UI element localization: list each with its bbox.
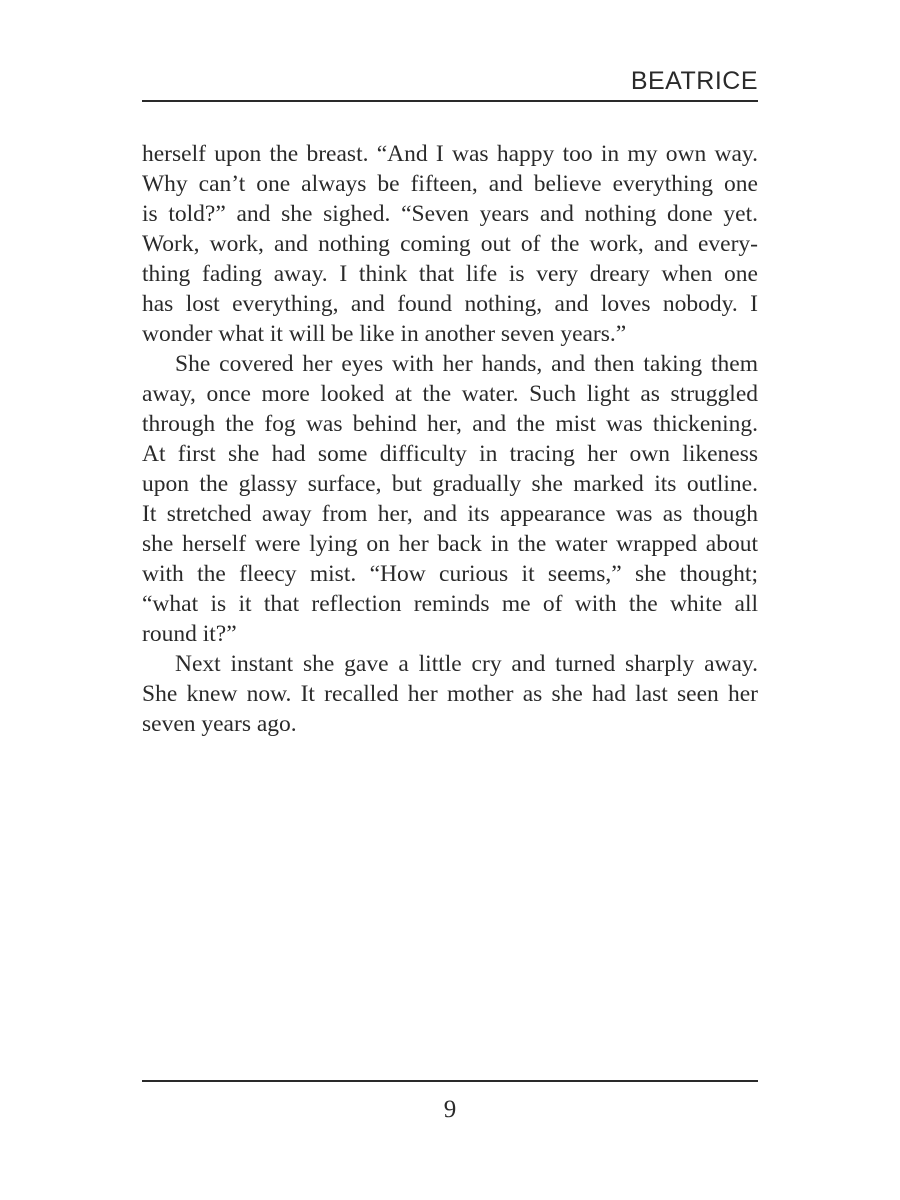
- text-line: Next instant she gave a little cry and turned sharply away.: [175, 651, 758, 677]
- footer-rule: [142, 1080, 758, 1082]
- text-line: has lost everything, and found nothing, and loves nobody. I: [142, 291, 758, 317]
- running-head-title: BEATRICE: [630, 67, 758, 95]
- header-rule: [142, 100, 758, 102]
- text-line: She knew now. It recalled her mother as she had last seen her: [142, 681, 758, 707]
- text-line: with the fleecy mist. “How curious it seems,” she thought;: [142, 561, 758, 587]
- text-line: away, once more looked at the water. Such light as struggled: [142, 381, 758, 407]
- text-line: Work, work, and nothing coming out of the work, and every-: [142, 231, 758, 257]
- text-line: “what is it that reflection reminds me of with the white all: [142, 591, 758, 617]
- text-line: At first she had some difficulty in tracing her own likeness: [142, 441, 758, 467]
- page-number: 9: [443, 1096, 457, 1123]
- text-line: thing fading away. I think that life is very dreary when one: [142, 261, 758, 287]
- text-line: is told?” and she sighed. “Seven years and nothing done yet.: [142, 201, 758, 227]
- text-line: through the fog was behind her, and the mist was thickening.: [142, 411, 758, 437]
- text-line: upon the glassy surface, but gradually she marked its outline.: [142, 471, 758, 497]
- paragraph-1: [142, 139, 758, 349]
- paragraph-2: [142, 349, 758, 649]
- text-line: seven years ago.: [142, 711, 297, 737]
- text-line: wonder what it will be like in another seven years.”: [142, 321, 627, 347]
- text-line: she herself were lying on her back in the water wrapped about: [142, 531, 758, 557]
- text-line: round it?”: [142, 621, 237, 647]
- text-line: herself upon the breast. “And I was happy too in my own way.: [142, 141, 758, 167]
- text-line: She covered her eyes with her hands, and then taking them: [175, 351, 758, 377]
- page-body: [142, 139, 758, 739]
- text-line: It stretched away from her, and its appearance was as though: [142, 501, 758, 527]
- text-line: Why can’t one always be fifteen, and believe everything one: [142, 171, 758, 197]
- paragraph-3: [142, 649, 758, 739]
